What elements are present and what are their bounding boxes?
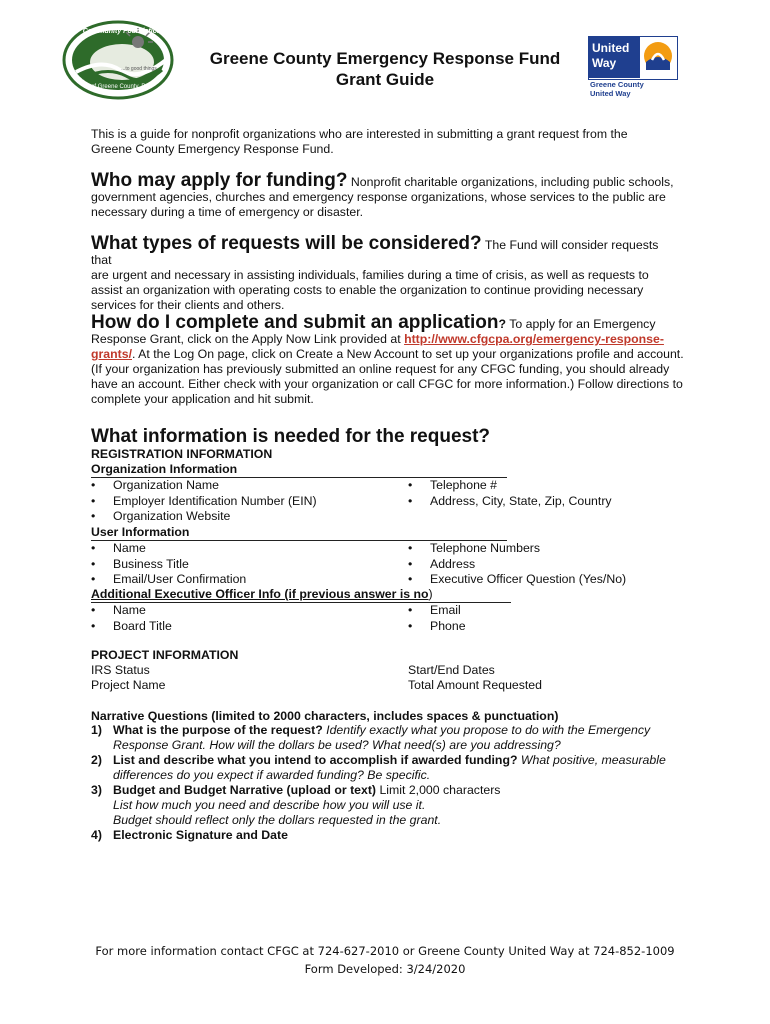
list-item: • Phone: [408, 619, 728, 635]
section-types-body: are urgent and necessary in assisting individuals, families during a time of crisis, as well as requests to assist an organization with operating costs to enable the organization to continue providing necessary services for their clients and others.: [91, 268, 649, 312]
list-item: • Name: [91, 603, 401, 619]
list-item: • Email: [408, 603, 728, 619]
exec-info-title-end: ): [428, 587, 433, 601]
section-request-types: [91, 233, 681, 313]
exec-info-title: [91, 587, 511, 603]
exec-info-left-list: [91, 603, 401, 634]
intro-paragraph: This is a guide for nonprofit organizations who are interested in submitting a grant request from the Greene County Emergency Response Fund.: [91, 127, 628, 156]
q1-italic: Identify exactly what you propose to do with the Emergency: [322, 723, 651, 737]
q1-italic-2: Response Grant. How will the dollars be used? What need(s) are you addressing?: [113, 738, 561, 752]
uw-text-line1: United: [592, 41, 630, 55]
user-info-right-list: [408, 541, 738, 588]
list-item: • Address, City, State, Zip, Country: [408, 494, 728, 510]
list-item: • Employer Identification Number (EIN): [91, 494, 401, 510]
uw-caption-line2: United Way: [590, 89, 631, 98]
list-item: • Organization Website: [91, 509, 401, 525]
q3-number: 3): [91, 783, 102, 797]
registration-title: REGISTRATION INFORMATION: [91, 447, 273, 461]
q2-italic-2: differences do you expect if awarded funding? Be specific.: [113, 768, 431, 782]
list-item: • Telephone #: [408, 478, 728, 494]
q2-bold: List and describe what you intend to accomplish if awarded funding?: [113, 753, 518, 767]
q4-bold: Electronic Signature and Date: [113, 828, 288, 842]
footer-contact: For more information contact CFGC at 724-627-2010 or Greene County United Way at 724-852-1009: [95, 944, 675, 958]
apply-now-link[interactable]: http://www.cfgcpa.org/emergency-response-grants/: [91, 332, 664, 361]
narrative-q3: [91, 783, 691, 828]
section-info-needed: [91, 426, 691, 448]
cf-logo-text-mid: ...to good things: [121, 66, 157, 72]
user-info-title-text: User Information: [91, 525, 190, 539]
narrative-q1: [91, 723, 691, 753]
section-heading-who: Who may apply for funding?: [91, 170, 348, 191]
list-item: • Business Title: [91, 557, 401, 573]
united-way-logo: [588, 36, 680, 100]
uw-text-line2: Way: [592, 56, 617, 70]
user-info-left-list: [91, 541, 401, 588]
user-info-title: [91, 525, 507, 541]
q3-bold: Budget and Budget Narrative (upload or text): [113, 783, 377, 797]
list-item: • Organization Name: [91, 478, 401, 494]
list-item: IRS Status: [91, 663, 150, 677]
section-who-may-apply: [91, 170, 691, 220]
q3-italic-2: Budget should reflect only the dollars requested in the grant.: [113, 813, 442, 827]
section-how-inline: To apply for an Emergency: [509, 317, 656, 331]
narrative-q2: [91, 753, 691, 783]
section-who-inline: Nonprofit charitable organizations, including public schools,: [350, 175, 674, 189]
q3-plain: Limit 2,000 characters: [376, 783, 501, 797]
section-how-line2: Response Grant, click on the Apply Now Link provided at: [91, 332, 405, 346]
list-item: • Board Title: [91, 619, 401, 635]
narrative-questions: [91, 723, 691, 843]
footer-form-date: Form Developed: 3/24/2020: [304, 962, 466, 976]
uw-logo-text: [588, 36, 640, 78]
q1-number: 1): [91, 723, 102, 737]
list-item: • Telephone Numbers: [408, 541, 738, 557]
uw-hand-rainbow-icon: [642, 40, 674, 74]
q4-number: 4): [91, 828, 102, 842]
narrative-title: Narrative Questions (limited to 2000 characters, includes spaces & punctuation): [91, 709, 559, 723]
list-item: • Executive Officer Question (Yes/No): [408, 572, 738, 588]
org-info-title: [91, 462, 507, 478]
section-how-body: [91, 332, 691, 407]
exec-info-right-list: [408, 603, 728, 634]
section-types-inline: The Fund will consider requests that: [91, 238, 659, 267]
section-heading-how: How do I complete and submit an application: [91, 312, 499, 333]
list-item: • Email/User Confirmation: [91, 572, 401, 588]
list-item: • Address: [408, 557, 738, 573]
narrative-q4: [91, 828, 691, 843]
section-heading-types: What types of requests will be considered?: [91, 233, 482, 254]
section-heading-info: What information is needed for the request?: [91, 426, 491, 447]
section-how-after-link: . At the Log On page, click on Create a New Account to set up your organizations profile and account. (If your organization has previously submitted an online request for any CFGC funding, you should already have an account. Either check with your organization or call CFGC for more information.) Follow directions to complete your application and hit submit.: [91, 347, 684, 406]
page-title: [170, 48, 600, 90]
section-who-body: government agencies, churches and emergency response organizations, whose services to the public are necessary during a time of emergency or disaster.: [91, 190, 666, 219]
uw-caption: [590, 80, 644, 98]
q2-italic: What positive, measurable: [517, 753, 666, 767]
uw-caption-line1: Greene County: [590, 80, 644, 89]
project-info-right: [408, 663, 542, 693]
title-line-2: Grant Guide: [335, 70, 435, 89]
project-info-title: PROJECT INFORMATION: [91, 648, 239, 662]
org-info-title-text: Organization Information: [91, 462, 238, 476]
section-how-to-apply: [91, 312, 691, 407]
org-info-left-list: [91, 478, 401, 525]
q3-italic-1: List how much you need and describe how you will use it.: [113, 798, 426, 812]
cf-logo-text-bottom: of Greene County, PA: [91, 84, 149, 90]
project-info-left: [91, 663, 166, 693]
org-info-right-list: [408, 478, 728, 509]
community-foundation-logo: [62, 20, 174, 100]
list-item: Total Amount Requested: [408, 678, 542, 692]
list-item: Project Name: [91, 678, 166, 692]
list-item: • Name: [91, 541, 401, 557]
cf-logo-text-top: Community Foundation: [82, 28, 162, 35]
title-line-1: Greene County Emergency Response Fund: [209, 49, 561, 68]
q1-bold: What is the purpose of the request?: [113, 723, 323, 737]
list-item: Start/End Dates: [408, 663, 495, 677]
section-heading-how-q: ?: [498, 317, 506, 331]
q2-number: 2): [91, 753, 102, 767]
exec-info-title-text: Additional Executive Officer Info (if previous answer is no: [91, 587, 429, 601]
